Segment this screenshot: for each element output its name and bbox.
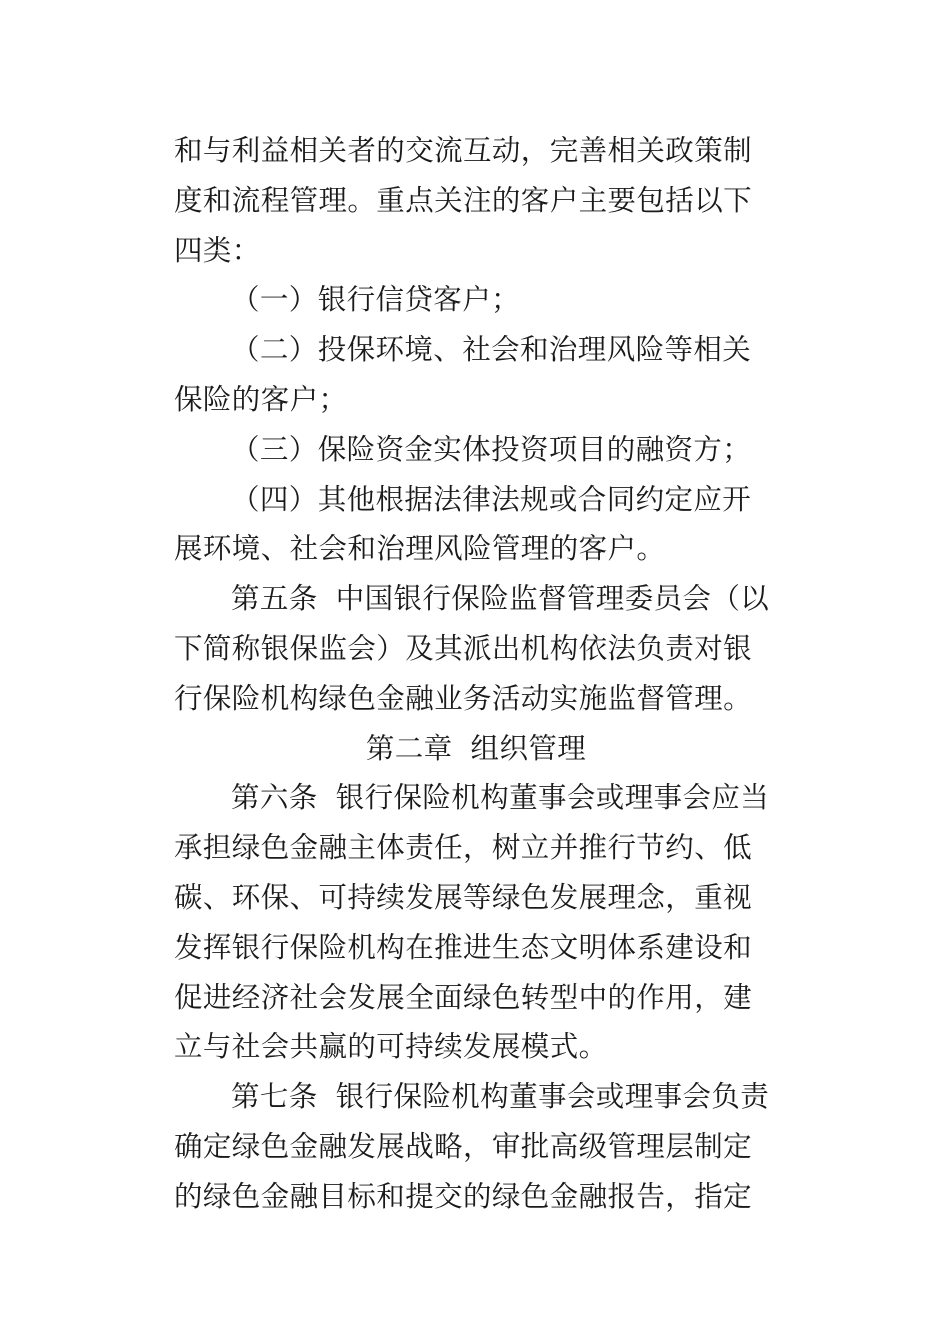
list-item-2-continued: 保险的客户； bbox=[174, 382, 348, 416]
list-item-1: （一）银行信贷客户； bbox=[231, 283, 521, 317]
list-item-4: （四）其他根据法律法规或合同约定应开 bbox=[231, 482, 752, 516]
paragraph-line: 的绿色金融目标和提交的绿色金融报告，指定 bbox=[174, 1179, 753, 1213]
paragraph-line: 发挥银行保险机构在推进生态文明体系建设和 bbox=[174, 930, 753, 964]
paragraph-line: 四类： bbox=[174, 233, 261, 267]
paragraph-line: 下简称银保监会）及其派出机构依法负责对银 bbox=[174, 631, 753, 665]
article-6-text: 银行保险机构董事会或理事会应当 bbox=[335, 781, 770, 815]
list-item-4-continued: 展环境、社会和治理风险管理的客户。 bbox=[174, 532, 666, 566]
paragraph-line: 促进经济社会发展全面绿色转型中的作用，建 bbox=[174, 980, 753, 1014]
paragraph-line: 行保险机构绿色金融业务活动实施监督管理。 bbox=[174, 681, 753, 715]
paragraph-line: 确定绿色金融发展战略，审批高级管理层制定 bbox=[174, 1129, 753, 1163]
article-6-number: 第六条 bbox=[231, 781, 318, 815]
article-5-line bbox=[174, 574, 778, 624]
article-7-text: 银行保险机构董事会或理事会负责 bbox=[335, 1080, 770, 1114]
paragraph-line: 承担绿色金融主体责任，树立并推行节约、低 bbox=[174, 831, 753, 865]
article-7-number: 第七条 bbox=[231, 1080, 318, 1114]
list-item-3: （三）保险资金实体投资项目的融资方； bbox=[231, 432, 752, 466]
paragraph-line: 度和流程管理。重点关注的客户主要包括以下 bbox=[174, 183, 753, 217]
document-page bbox=[174, 126, 778, 1222]
chapter-number: 第二章 bbox=[365, 731, 453, 765]
chapter-title: 组织管理 bbox=[470, 731, 587, 765]
chapter-heading bbox=[174, 724, 778, 774]
paragraph-line: 碳、环保、可持续发展等绿色发展理念，重视 bbox=[174, 880, 753, 914]
article-6-line bbox=[174, 773, 778, 823]
article-5-text: 中国银行保险监督管理委员会（以 bbox=[335, 582, 770, 616]
article-7-line bbox=[174, 1072, 778, 1122]
list-item-2: （二）投保环境、社会和治理风险等相关 bbox=[231, 333, 752, 367]
article-5-number: 第五条 bbox=[231, 582, 318, 616]
paragraph-line: 立与社会共赢的可持续发展模式。 bbox=[174, 1030, 608, 1064]
paragraph-line: 和与利益相关者的交流互动，完善相关政策制 bbox=[174, 134, 753, 167]
